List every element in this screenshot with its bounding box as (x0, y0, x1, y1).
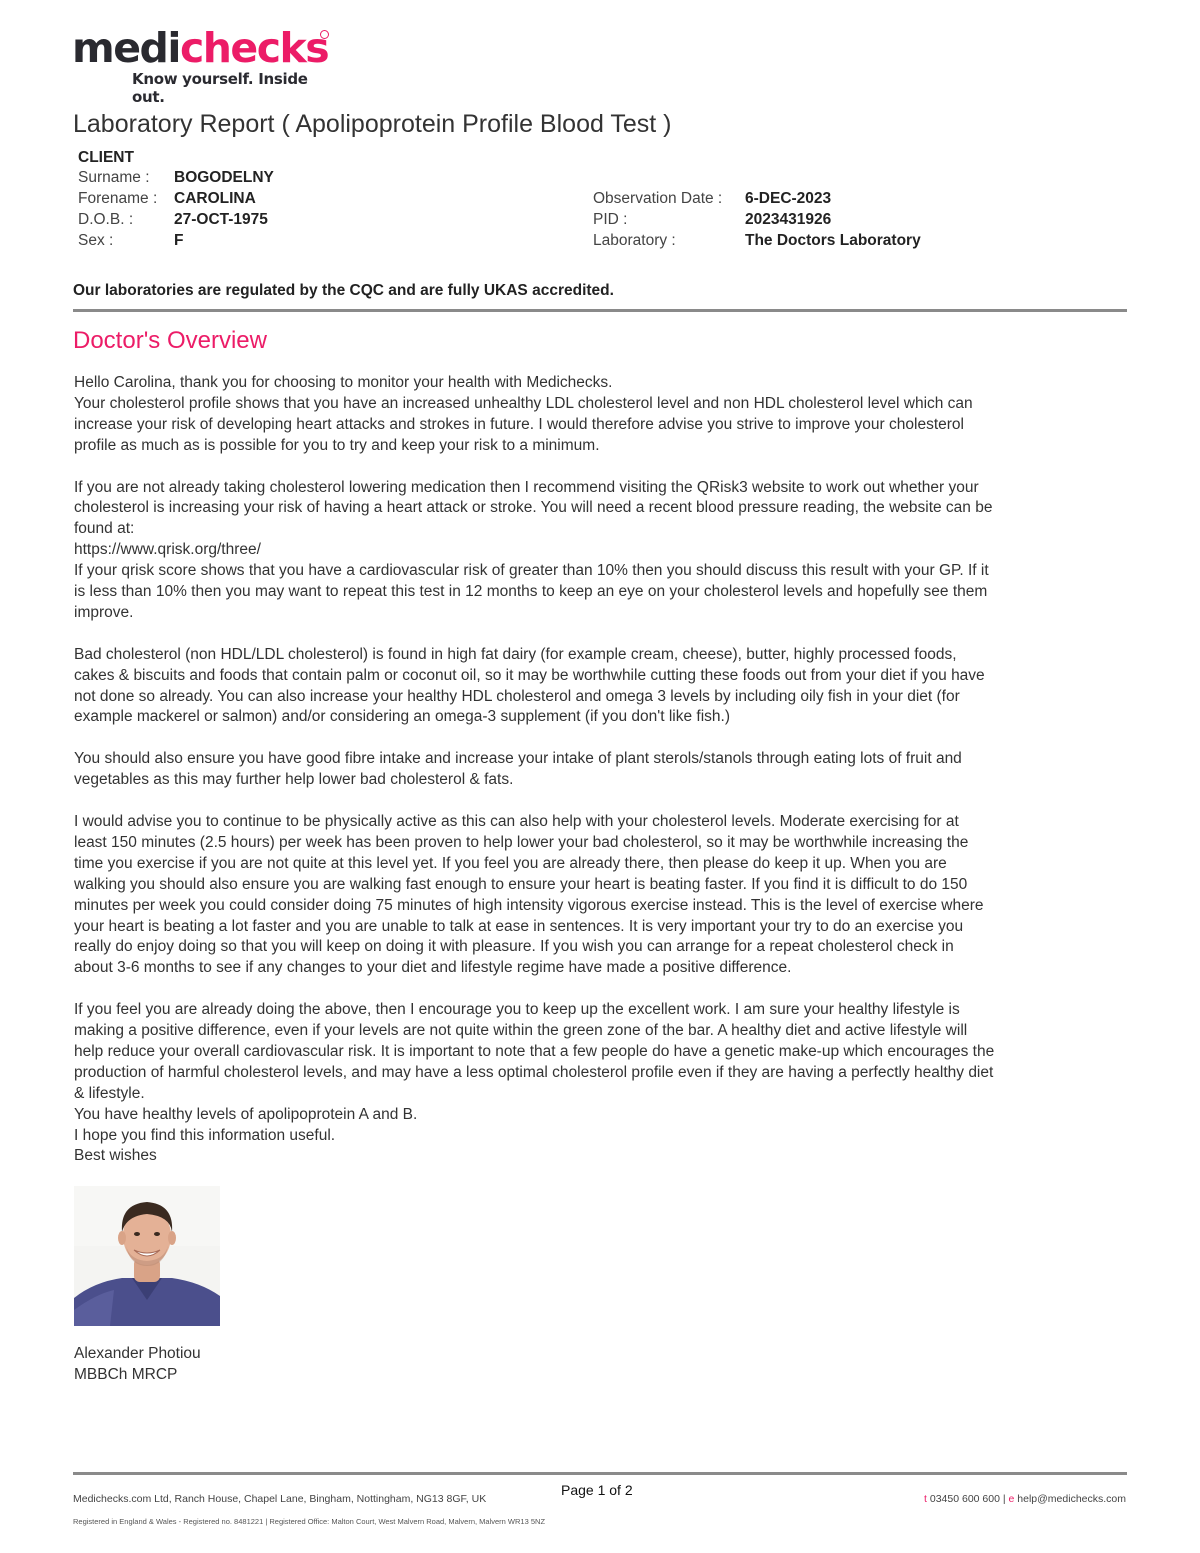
overview-paragraph: You should also ensure you have good fibre intake and increase your intake of plant sterols/stanols through eating lots of fruit and vegetables as this may further help lower bad cholesterol & fats. (74, 750, 962, 789)
surname-value: BOGODELNY (174, 169, 274, 186)
overview-paragraph: I would advise you to continue to be physically active as this can also help with your cholesterol levels. Moderate exercising for at least 150 minutes (2.5 hours) per week has been proven to help lower your bad cholesterol, so it may be worthwhile increasing the time you exercise if you are not quite at this level yet. If you feel you are already there, then please do keep it up. When you are walking you should also ensure you are walking fast enough to ensure your heart is beating faster. If you find it is difficult to do 150 minutes per week you could consider doing 75 minutes of high intensity vigorous exercise instead. This is the level of exercise where your heart is beating a lot faster and you are unable to talk at ease in sentences. It is very important your try to do an exercise you really do enjoy doing so that you will keep on doing it with pleasure. If you wish you can arrange for a repeat cholesterol check in about 3-6 months to see if any changes to your diet and lifestyle regime have made a positive difference. (74, 812, 984, 977)
overview-paragraph: Hello Carolina, thank you for choosing to monitor your health with Medichecks. Your cholesterol profile shows that you have an increased unhealthy LDL cholesterol level and non HDL cholesterol level which can increase your risk of developing heart attacks and strokes in future. I would therefore advise you strive to improve your cholesterol profile as much as is possible for you to try and keep your risk to a minimum. (74, 374, 973, 454)
overview-body (74, 373, 1130, 1167)
logo-medi: medi (72, 24, 180, 72)
registered-mark-icon (320, 30, 329, 39)
phone-prefix: t (924, 1493, 927, 1505)
doctor-name: Alexander Photiou (74, 1345, 201, 1362)
logo-tagline: Know yourself. Inside out. (132, 70, 308, 106)
report-title: Laboratory Report ( Apolipoprotein Profile Blood Test ) (73, 110, 672, 138)
dob-label: D.O.B. : (78, 211, 134, 228)
forename-value: CAROLINA (174, 190, 256, 207)
footer-phone[interactable]: 03450 600 600 (929, 1493, 1000, 1505)
overview-paragraph: If you are not already taking cholesterol lowering medication then I recommend visiting the QRisk3 website to work out whether your cholesterol is increasing your risk of having a heart attack or stroke. You will need a recent blood pressure reading, the website can be found at: https://www.qrisk.org/three/ If your qrisk score shows that you have a cardiovascular risk of greater than 10% then you should discuss this result with your GP. If it is less than 10% then you may want to repeat this test in 12 months to keep an eye on your cholesterol levels and hopefully see them improve. (74, 478, 993, 621)
logo-checks: checks (179, 24, 329, 72)
client-heading: CLIENT (78, 149, 134, 166)
medichecks-logo (72, 24, 342, 106)
overview-paragraph: Bad cholesterol (non HDL/LDL cholesterol) is found in high fat dairy (for example cream, cheese), butter, highly processed foods, cakes & biscuits and foods that contain palm or coconut oil, so it may be worthwhile cutting these foods out from your diet if you have not done so already. You can also increase your healthy HDL cholesterol and omega 3 levels by including oily fish in your diet (for example mackerel or salmon) and/or considering an omega-3 supplement (if you don't like fish.) (74, 645, 985, 726)
accreditation-notice: Our laboratories are regulated by the CQC and are fully UKAS accredited. (73, 282, 614, 299)
surname-label: Surname : (78, 169, 150, 186)
footer-registration: Registered in England & Wales - Registered no. 8481221 | Registered Office: Malton Court, West Malvern Road, Malvern, Malvern WR13 5NZ (73, 1517, 546, 1526)
email-prefix: e (1008, 1493, 1015, 1505)
footer-email[interactable]: help@medichecks.com (1017, 1493, 1126, 1505)
laboratory-value: The Doctors Laboratory (745, 232, 921, 249)
observation-date-value: 6-DEC-2023 (745, 190, 832, 207)
sex-value: F (174, 232, 184, 249)
footer-contact (924, 1493, 1126, 1505)
observation-date-label: Observation Date : (593, 190, 723, 207)
pid-value: 2023431926 (745, 211, 832, 228)
doctor-qualifications: MBBCh MRCP (74, 1366, 178, 1383)
footer-separator: | (1002, 1493, 1006, 1505)
page-number: Page 1 of 2 (561, 1482, 633, 1498)
sex-label: Sex : (78, 232, 114, 249)
laboratory-label: Laboratory : (593, 232, 676, 249)
doctor-photo (74, 1186, 220, 1326)
section-divider (73, 309, 1127, 312)
footer-divider (73, 1472, 1127, 1475)
footer-company-address: Medichecks.com Ltd, Ranch House, Chapel Lane, Bingham, Nottingham, NG13 8GF, UK (73, 1493, 487, 1505)
overview-heading: Doctor's Overview (73, 327, 267, 354)
pid-label: PID : (593, 211, 628, 228)
forename-label: Forename : (78, 190, 158, 207)
dob-value: 27-OCT-1975 (174, 211, 268, 228)
overview-paragraph: If you feel you are already doing the above, then I encourage you to keep up the excellent work. I am sure your healthy lifestyle is making a positive difference, even if your levels are not quite within the green zone of the bar. A healthy diet and active lifestyle will help reduce your overall cardiovascular risk. It is important to note that a few people do have a genetic make-up which encourages the production of harmful cholesterol levels, and may have a less optimal cholesterol profile even if they are having a perfectly healthy diet & lifestyle. You have healthy levels of apolipoprotein A and B. I hope you find this information useful. Best wishes (74, 1001, 995, 1165)
